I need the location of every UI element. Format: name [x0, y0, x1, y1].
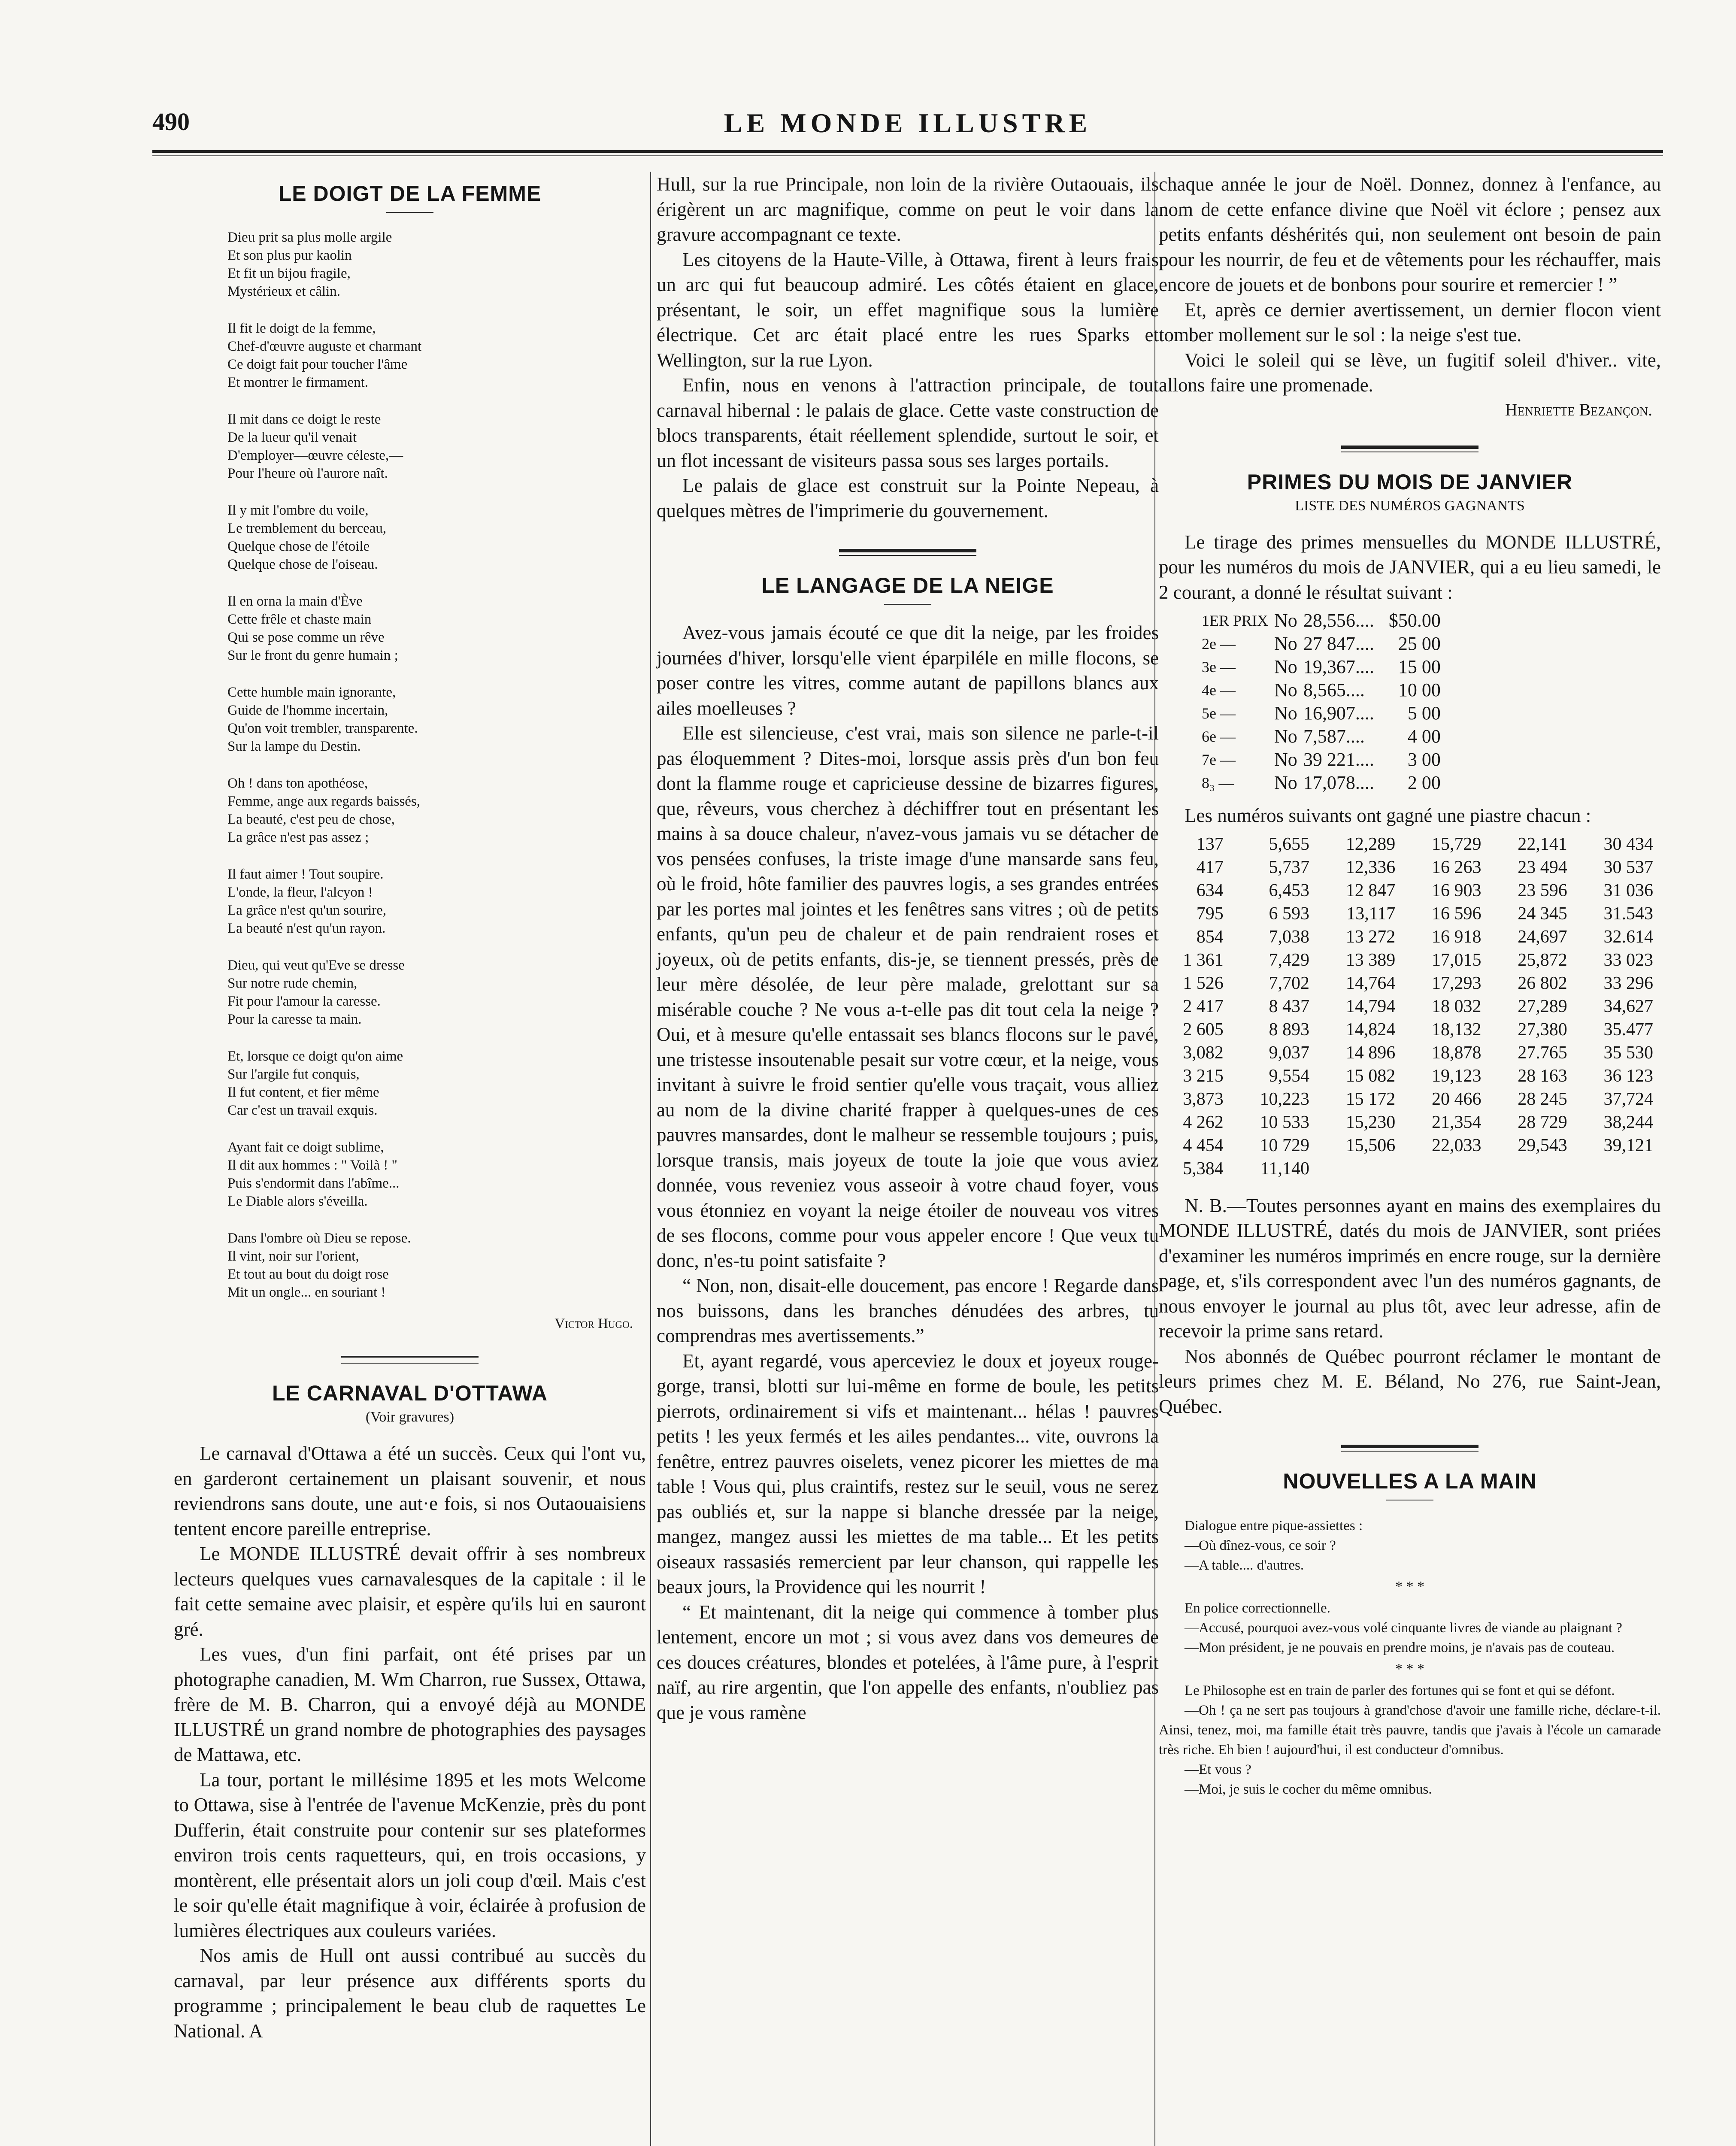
poem-line: Quelque chose de l'oiseau.: [227, 557, 378, 572]
column-right: [1159, 172, 1661, 1799]
prize-amount: 2 00: [1407, 772, 1441, 793]
carnaval-paragraph: Les citoyens de la Haute-Ville, à Ottawa, firent à leurs frais un arc qui fut beaucoup admiré. Les côtés étaient en glace, présentant, le soir, un effet magnifique sous la lumière électrique. Cet arc était placé entre les rues Sparks et Wellington, sur la rue Lyon.: [657, 249, 1159, 371]
winning-number: 24 345: [1518, 903, 1567, 924]
page-header: [152, 107, 1663, 142]
prize-no: No: [1274, 633, 1297, 654]
poem-line: Il vint, noir sur l'orient,: [227, 1249, 359, 1264]
poem-line: Qui se pose comme un rêve: [227, 630, 385, 645]
winning-number: 4 454: [1183, 1135, 1224, 1155]
numbers-row: [1159, 972, 1661, 995]
poem-line: Le Diable alors s'éveilla.: [227, 1194, 368, 1209]
numbers-row: [1159, 1134, 1661, 1157]
winning-number: 5,384: [1183, 1158, 1224, 1179]
page-number: 490: [152, 108, 190, 136]
winning-number: 9,554: [1269, 1066, 1309, 1086]
header-rule: [152, 150, 1663, 153]
winning-number: [1575, 1157, 1661, 1180]
prize-row: [1202, 632, 1447, 655]
poem-line: Il fut content, et fier même: [227, 1085, 379, 1100]
numbers-row: [1159, 1157, 1661, 1180]
winning-number: 33 023: [1603, 950, 1653, 970]
prize-number: 7,587....: [1303, 726, 1365, 747]
winning-number: 25,872: [1518, 950, 1567, 970]
prize-number: 17,078....: [1303, 772, 1374, 793]
poem-line: Et, lorsque ce doigt qu'on aime: [227, 1049, 403, 1064]
poem-line: Il mit dans ce doigt le reste: [227, 412, 381, 427]
poem-body: [174, 228, 646, 1301]
winning-number: 20 466: [1432, 1089, 1482, 1109]
section-separator: [1341, 446, 1478, 452]
prize-amount: 3 00: [1407, 749, 1441, 770]
winning-number: 5,655: [1269, 834, 1309, 854]
poem-line: Et tout au bout du doigt rose: [227, 1267, 389, 1282]
winning-number: 7,702: [1269, 973, 1309, 993]
winning-number: 14,824: [1345, 1019, 1396, 1040]
poem-stanza: [227, 774, 646, 846]
winning-number: 417: [1196, 857, 1224, 877]
winning-number: 7,429: [1269, 950, 1309, 970]
winning-number: 31 036: [1603, 880, 1653, 900]
nouvelles-line: Le Philosophe est en train de parler des fortunes qui se font et qui se défont.: [1185, 1683, 1615, 1698]
numbers-row: [1159, 949, 1661, 972]
poem-line: Mystérieux et câlin.: [227, 284, 341, 299]
prize-row: [1202, 771, 1447, 794]
poem-line: Fit pour l'amour la caresse.: [227, 994, 381, 1009]
poem-line: Dieu, qui veut qu'Eve se dresse: [227, 958, 405, 973]
poem-line: Sur le front du genre humain ;: [227, 648, 398, 663]
winning-number: 14 896: [1345, 1043, 1396, 1063]
numbers-row: [1159, 995, 1661, 1018]
poem-stanza: [227, 1047, 646, 1119]
neige-paragraph: Et, ayant regardé, vous aperceviez le doux et joyeux rouge-gorge, transi, blotti sur lui-même en forme de boule, les petits pierrots, ordinairement si vifs et maintenant... hélas ! pauvres petits ! les yeux fermés et les ailes pendantes... vite, ouvrons la fenêtre, entrez pauvres oiselets, venez picorer les miettes de ma table ! Vous qui, plus craintifs, restez sur le seuil, vous ne serez pas oubliés et, sur la nappe si blanche dressée par la neige, mangez, mangez aussi les miettes de ma table... Et les petits oiseaux rassasiés remercient par leur chanson, qui rappelle les beaux jours, la Providence qui les nourrit !: [657, 1350, 1159, 1597]
neige-paragraph: Avez-vous jamais écouté ce que dit la neige, par les froides journées d'hiver, lorsqu'elle vient éparpiléle en mille flocons, se poser contre les vitres, comme autant de papillons blancs aux ailes moelleuses ?: [657, 622, 1159, 719]
prize-row: [1202, 679, 1447, 702]
nouvelles-line: —A table.... d'autres.: [1185, 1558, 1304, 1573]
prize-number: 28,556....: [1303, 610, 1374, 631]
numbers-row: [1159, 925, 1661, 949]
winning-number: 21,354: [1432, 1112, 1482, 1132]
poem-line: Qu'on voit trembler, transparente.: [227, 721, 418, 736]
poem-line: Dans l'ombre où Dieu se repose.: [227, 1231, 411, 1246]
winning-number: 8 437: [1269, 996, 1309, 1016]
poem-line: Ayant fait ce doigt sublime,: [227, 1140, 384, 1155]
winning-number: 7,038: [1269, 927, 1309, 947]
prize-number: 39 221....: [1303, 749, 1374, 770]
prize-number: 27 847....: [1303, 633, 1374, 654]
prize-no: No: [1274, 749, 1297, 770]
winning-number: 18,878: [1432, 1043, 1482, 1063]
winning-number: 37,724: [1603, 1089, 1653, 1109]
nouvelles-line: —Moi, je suis le cocher du même omnibus.: [1185, 1782, 1432, 1797]
winning-number: 137: [1196, 834, 1224, 854]
winning-number: 15,506: [1345, 1135, 1396, 1155]
asterism: * * *: [1395, 1579, 1424, 1594]
prize-no: No: [1274, 703, 1297, 724]
winning-number: 14,764: [1345, 973, 1396, 993]
column-divider: [650, 172, 651, 2146]
numbers-row: [1159, 1088, 1661, 1111]
winning-number: 35 530: [1603, 1043, 1653, 1063]
poem-line: La beauté n'est qu'un rayon.: [227, 921, 386, 936]
poem-line: Il faut aimer ! Tout soupire.: [227, 867, 384, 882]
winning-number: 3,873: [1183, 1089, 1224, 1109]
poem-stanza: [227, 683, 646, 755]
prize-no: No: [1274, 679, 1297, 700]
prize-amount: 15 00: [1398, 656, 1441, 677]
winning-number: 14,794: [1345, 996, 1396, 1016]
winning-number: 38,244: [1603, 1112, 1653, 1132]
winning-number: 6 593: [1269, 903, 1309, 924]
nouvelles-line: —Où dînez-vous, ce soir ?: [1185, 1538, 1336, 1553]
winning-number: 3,082: [1183, 1043, 1224, 1063]
numbers-row: [1159, 902, 1661, 925]
prize-amount: 4 00: [1407, 726, 1441, 747]
nouvelles-line: En police correctionnelle.: [1185, 1600, 1330, 1616]
winning-number: 2 605: [1183, 1019, 1224, 1040]
primes-subtitle: LISTE DES NUMÉROS GAGNANTS: [1295, 497, 1525, 514]
prize-no: No: [1274, 610, 1297, 631]
section-separator: [1341, 1445, 1478, 1452]
poem-author: Victor Hugo.: [554, 1316, 633, 1331]
winning-number: 15 172: [1345, 1089, 1396, 1109]
winning-number: 795: [1196, 903, 1224, 924]
winning-number: 26 802: [1518, 973, 1567, 993]
asterism: * * *: [1395, 1661, 1424, 1677]
prize-rank: 5e —: [1202, 705, 1236, 722]
winning-number: [1403, 1157, 1489, 1180]
winning-number: 8 893: [1269, 1019, 1309, 1040]
primes-nb: N. B.—Toutes personnes ayant en mains des exemplaires du MONDE ILLUSTRÉ, datés du mois de JANVIER, sont priées d'examiner les numéros imprimés en encre rouge, sur la dernière page, et, s'ils correspondent avec l'un des numéros gagnants, de nous envoyer le journal au plus tôt, avec leur adresse, afin de recevoir la prime sans retard.: [1159, 1194, 1661, 1342]
winning-number: 30 434: [1603, 834, 1653, 854]
winning-number: 1 361: [1183, 950, 1224, 970]
prize-amount: 25 00: [1398, 633, 1441, 654]
prize-rank: 4e —: [1202, 682, 1236, 699]
numbers-row: [1159, 879, 1661, 902]
winning-number: 10 729: [1260, 1135, 1309, 1155]
neige-author: Henriette Bezançon.: [1505, 400, 1652, 419]
winning-number: 17,015: [1432, 950, 1482, 970]
winning-number: 34,627: [1603, 996, 1653, 1016]
carnaval-paragraph: Enfin, nous en venons à l'attraction principale, de tout carnaval hibernal : le palais de glace. Cette vaste construction de blocs transparents, était réellement splendide, surtout le soir, et un flot incessant de visiteurs passa sous ses larges portails.: [657, 374, 1159, 471]
poem-stanza: [227, 865, 646, 937]
neige-paragraph: Et, après ce dernier avertissement, un dernier flocon vient tomber mollement sur le sol : la neige s'est tue.: [1159, 299, 1661, 346]
prize-number: 16,907....: [1303, 703, 1374, 724]
prize-amount: 10 00: [1398, 679, 1441, 700]
prize-row: [1202, 725, 1447, 748]
poem-stanza: [227, 956, 646, 1028]
winning-number: 16 263: [1432, 857, 1482, 877]
poem-line: L'onde, la fleur, l'alcyon !: [227, 885, 373, 900]
column-left: [174, 172, 646, 2043]
nouvelles-line: —Accusé, pourquoi avez-vous volé cinquante livres de viande au plaignant ?: [1185, 1620, 1622, 1636]
header-rule-thin: [152, 155, 1663, 156]
poem-line: Femme, ange aux regards baissés,: [227, 794, 421, 809]
neige-paragraph: Elle est silencieuse, c'est vrai, mais son silence ne parle-t-il pas éloquemment ? Dites-moi, lorsque assis près d'un bon feu dont la flamme rouge et capricieuse dessine de bizarres figures, que, rêveurs, vous cherchez à déchiffrer tout en présentant les mains à sa douce chaleur, n'avez-vous jamais vu se détacher de vos pensées confuses, la triste image d'une mansarde sans feu, où le froid, hôte familier des pauvres logis, a ses grandes entrées par les portes mal jointes et les fenêtres sans vitres ; où de petits enfants, qu'un peu de chaleur et de pain rendraient roses et joyeux, où de petits enfants, dis-je, se tiennent pressés, près de leur mère désolée, de leur père malade, grelottant sur sa misérable couche ? Ne vous a-t-elle pas dit tout cela la neige ? Oui, et à mesure qu'elle entassait ses blancs flocons sur le pavé, une tristesse insoutenable pesait sur votre cœur, et la neige, vous invitant à suivre le froid sentier qu'elle vous traçait, vous alliez au nom de la divine charité frapper à quelques-unes de ces pauvres mansardes, dont le malheur se ressemble toujours ; puis, lorsque transis, mais joyeux de toute la joie que vous aviez donnée, vous reveniez vous asseoir à votre chaud foyer, vous vous étonniez en voyant la neige étoiler de nouveau vos vitres de ses flocons, comme pour vous appeler encore ! Que veux tu donc, n'es-tu point satisfaite ?: [657, 722, 1159, 1271]
carnaval-paragraph: Les vues, d'un fini parfait, ont été prises par un photographe canadien, M. Wm Charron, rue Sussex, Ottawa, frère de M. B. Charron, qui a envoyé déjà au MONDE ILLUSTRÉ un grand nombre de photographies des paysages de Mattawa, etc.: [174, 1643, 646, 1765]
poem-line: La beauté, c'est peu de chose,: [227, 812, 395, 827]
winning-number: 13 389: [1345, 950, 1396, 970]
primes-quebec: Nos abonnés de Québec pourront réclamer le montant de leurs primes chez M. E. Béland, No 276, rue Saint-Jean, Québec.: [1159, 1345, 1661, 1417]
winning-number: 12 847: [1345, 880, 1396, 900]
prize-amount: $50.00: [1388, 610, 1441, 631]
winning-number: 24,697: [1518, 927, 1567, 947]
winning-number: 16 596: [1432, 903, 1482, 924]
winning-number: 22,141: [1518, 834, 1567, 854]
prize-amount: 5 00: [1407, 703, 1441, 724]
poem-line: Guide de l'homme incertain,: [227, 703, 388, 718]
winning-number: 634: [1196, 880, 1224, 900]
poem-line: Cette frêle et chaste main: [227, 612, 372, 627]
neige-paragraph: “ Et maintenant, dit la neige qui commence à tomber plus lentement, encore un mot ; si vous avez dans vos demeures de ces douces créatures, blondes et potelées, à l'âme pure, à l'esprit naïf, au rire argentin, que l'on appelle des enfants, n'oubliez pas que je vous ramène: [657, 1601, 1159, 1723]
prize-number: 8,565....: [1303, 679, 1365, 700]
carnaval-title: LE CARNAVAL D'OTTAWA: [272, 1381, 548, 1405]
winning-number: 27.765: [1518, 1043, 1567, 1063]
winning-number: 31.543: [1603, 903, 1653, 924]
prize-number: 19,367....: [1303, 656, 1374, 677]
primes-title: PRIMES DU MOIS DE JANVIER: [1247, 470, 1573, 494]
carnaval-paragraph: Le palais de glace est construit sur la Pointe Nepeau, à quelques mètres de l'imprimerie du gouvernement.: [657, 475, 1159, 521]
poem-line: Il y mit l'ombre du voile,: [227, 503, 369, 518]
primes-intro: Le tirage des primes mensuelles du MONDE ILLUSTRÉ, pour les numéros du mois de JANVIER, qui a eu lieu samedi, le 2 courant, a donné le résultat suivant :: [1159, 531, 1661, 603]
winning-number: 28 729: [1518, 1112, 1567, 1132]
section-separator: [839, 549, 976, 556]
carnaval-paragraph: Hull, sur la rue Principale, non loin de la rivière Outaouais, ils érigèrent un arc magnifique, comme on peut le voir dans la gravure accompagnant ce texte.: [657, 173, 1159, 245]
poem-line: Ce doigt fait pour toucher l'âme: [227, 357, 408, 372]
poem-stanza: [227, 592, 646, 664]
prize-no: No: [1274, 726, 1297, 747]
winning-number: 9,037: [1269, 1043, 1309, 1063]
poem-line: Et son plus pur kaolin: [227, 248, 352, 263]
prize-rank: 1ER PRIX: [1202, 612, 1269, 629]
carnaval-paragraph: La tour, portant le millésime 1895 et les mots Welcome to Ottawa, sise à l'entrée de l'avenue McKenzie, près du pont Dufferin, était construite pour contenir sur ses plateformes environ trois cents raquetteurs, qui, en trois occasions, y montèrent, elle présentait alors un joli coup d'œil. Mais c'est le soir qu'elle était magnifique à voir, éclairée à profusion de lumières électriques aux couleurs variées.: [174, 1769, 646, 1941]
winning-number: 15,230: [1345, 1112, 1396, 1132]
prize-row: [1202, 609, 1447, 632]
poem-line: Car c'est un travail exquis.: [227, 1103, 378, 1118]
winning-number: 19,123: [1432, 1066, 1482, 1086]
winning-number: 15,729: [1432, 834, 1482, 854]
poem-line: Chef-d'œuvre auguste et charmant: [227, 339, 422, 354]
poem-line: Cette humble main ignorante,: [227, 685, 396, 700]
poem-stanza: [227, 319, 646, 391]
prize-row: [1202, 702, 1447, 725]
poem-line: De la lueur qu'il venait: [227, 430, 357, 445]
title-rule: [386, 212, 433, 213]
winning-number: 36 123: [1603, 1066, 1653, 1086]
nouvelles-title: NOUVELLES A LA MAIN: [1283, 1469, 1537, 1493]
winning-number: 6,453: [1269, 880, 1309, 900]
poem-line: Sur l'argile fut conquis,: [227, 1067, 360, 1082]
prize-row: [1202, 655, 1447, 679]
poem-line: Dieu prit sa plus molle argile: [227, 230, 392, 245]
winning-number: 16 918: [1432, 927, 1482, 947]
poem-line: Sur notre rude chemin,: [227, 976, 358, 991]
winning-number: 30 537: [1603, 857, 1653, 877]
poem-stanza: [227, 501, 646, 573]
winning-number: 22,033: [1432, 1135, 1482, 1155]
winning-number: 4 262: [1183, 1112, 1224, 1132]
poem-line: Le tremblement du berceau,: [227, 521, 387, 536]
poem-title: LE DOIGT DE LA FEMME: [278, 182, 542, 206]
carnaval-subtitle: (Voir gravures): [365, 1409, 454, 1425]
carnaval-paragraph: Le MONDE ILLUSTRÉ devait offrir à ses nombreux lecteurs quelques vues carnavalesques de la capitale : il le fait cette semaine avec plaisir, et espère qu'ils lui en sauront gré.: [174, 1543, 646, 1640]
winning-number: 27,380: [1518, 1019, 1567, 1040]
poem-line: Puis s'endormit dans l'abîme...: [227, 1176, 400, 1191]
winning-number: 28 163: [1518, 1066, 1567, 1086]
winning-number: 1 526: [1183, 973, 1224, 993]
winning-number: 15 082: [1345, 1066, 1396, 1086]
winning-number: 13,117: [1346, 903, 1396, 924]
poem-line: Sur la lampe du Destin.: [227, 739, 361, 754]
prize-row: [1202, 748, 1447, 771]
neige-paragraph: “ Non, non, disait-elle doucement, pas encore ! Regarde dans nos buissons, dans les branches dénudées des arbres, tu comprendras mes avertissements.”: [657, 1275, 1159, 1346]
winning-number: 854: [1196, 927, 1224, 947]
prize-rank: 8₃ —: [1202, 774, 1234, 791]
winning-number: 33 296: [1603, 973, 1653, 993]
winning-number: 18,132: [1432, 1019, 1482, 1040]
journal-title: LE MONDE ILLUSTRE: [724, 108, 1092, 138]
winning-number: 18 032: [1432, 996, 1482, 1016]
carnaval-paragraph: Le carnaval d'Ottawa a été un succès. Ceux qui l'ont vu, en garderont certainement un plaisant souvenir, et nous reviendrons sans doute, une aut·e fois, si nos Outaouaisiens tentent encore pareille entreprise.: [174, 1443, 646, 1540]
winning-number: 27,289: [1518, 996, 1567, 1016]
winning-number: 12,336: [1345, 857, 1396, 877]
poem-stanza: [227, 1138, 646, 1210]
prize-table: [1202, 609, 1447, 794]
poem-line: Il fit le doigt de la femme,: [227, 321, 376, 336]
prize-no: No: [1274, 772, 1297, 793]
nouvelles-line: —Mon président, je ne pouvais en prendre moins, je n'avais pas de couteau.: [1185, 1640, 1615, 1655]
prize-rank: 6e —: [1202, 728, 1236, 745]
winning-number: 32.614: [1603, 927, 1653, 947]
poem-line: La grâce n'est pas assez ;: [227, 830, 369, 845]
numbers-row: [1159, 1111, 1661, 1134]
poem-line: D'employer—œuvre céleste,—: [227, 448, 403, 463]
numbers-row: [1159, 1018, 1661, 1041]
winning-number: [1489, 1157, 1575, 1180]
numbers-row: [1159, 1041, 1661, 1064]
poem-line: Pour l'heure où l'aurore naît.: [227, 466, 388, 481]
winning-numbers-table: [1159, 833, 1661, 1180]
poem-stanza: [227, 410, 646, 482]
winning-number: 3 215: [1183, 1066, 1224, 1086]
column-middle: [657, 172, 1159, 1725]
poem-line: Il dit aux hommes : " Voilà ! ": [227, 1158, 398, 1173]
nouvelles-line: —Oh ! ça ne sert pas toujours à grand'chose d'avoir une famille riche, déclare-t-il. Ainsi, tenez, moi, ma famille était très pauvre, tandis que j'avais à l'école un camarade très riche. Eh bien ! aujourd'hui, il est conducteur d'omnibus.: [1159, 1703, 1661, 1758]
winning-number: 5,737: [1269, 857, 1309, 877]
section-separator: [341, 1356, 479, 1364]
winning-number: 12,289: [1345, 834, 1396, 854]
numbers-row: [1159, 856, 1661, 879]
poem-line: Quelque chose de l'étoile: [227, 539, 370, 554]
winning-number: 29,543: [1518, 1135, 1567, 1155]
poem-line: Oh ! dans ton apothéose,: [227, 776, 368, 791]
winning-number: 11,140: [1260, 1158, 1309, 1179]
prize-no: No: [1274, 656, 1297, 677]
poem-line: Et fit un bijou fragile,: [227, 266, 351, 281]
nouvelles-line: —Et vous ?: [1185, 1762, 1251, 1777]
prize-rank: 3e —: [1202, 658, 1236, 676]
carnaval-paragraph: Nos amis de Hull ont aussi contribué au succès du carnaval, par leur présence aux différents sports du programme ; principalement le beau club de raquettes Le National. A: [174, 1945, 646, 2042]
poem-stanza: [227, 228, 646, 300]
poem-line: La grâce n'est qu'un sourire,: [227, 903, 387, 918]
poem-line: Et montrer le firmament.: [227, 375, 369, 390]
winning-number: 23 494: [1518, 857, 1567, 877]
poem-line: Mit un ongle... en souriant !: [227, 1285, 386, 1300]
winning-number: 23 596: [1518, 880, 1567, 900]
winning-number: 17,293: [1432, 973, 1482, 993]
prize-rank: 2e —: [1202, 635, 1236, 652]
poem-line: Pour la caresse ta main.: [227, 1012, 362, 1027]
title-rule: [884, 604, 931, 605]
winning-number: 10,223: [1260, 1089, 1309, 1109]
winning-number: 13 272: [1345, 927, 1396, 947]
neige-title: LE LANGAGE DE LA NEIGE: [761, 573, 1054, 597]
prize-rank: 7e —: [1202, 751, 1236, 768]
winning-number: [1317, 1157, 1403, 1180]
winning-number: 2 417: [1183, 996, 1224, 1016]
winning-number: 16 903: [1432, 880, 1482, 900]
winning-number: 39,121: [1603, 1135, 1653, 1155]
piastre-intro: Les numéros suivants ont gagné une piastre chacun :: [1185, 805, 1591, 826]
winning-number: 28 245: [1518, 1089, 1567, 1109]
neige-paragraph: Voici le soleil qui se lève, un fugitif soleil d'hiver.. vite, allons faire une promenade.: [1159, 349, 1661, 396]
poem-line: Il en orna la main d'Ève: [227, 594, 363, 609]
neige-paragraph: chaque année le jour de Noël. Donnez, donnez à l'enfance, au nom de cette enfance divine que Noël vit éclore ; pensez aux petits enfants déshérités qui, non seulement ont besoin de pain pour les nourrir, de feu et de vêtements pour les réchauffer, mais encore de jouets et de bonbons pour sourire et remercier ! ”: [1159, 173, 1661, 295]
nouvelles-line: Dialogue entre pique-assiettes :: [1185, 1518, 1363, 1534]
poem-stanza: [227, 1229, 646, 1301]
numbers-row: [1159, 833, 1661, 856]
numbers-row: [1159, 1064, 1661, 1088]
winning-number: 35.477: [1603, 1019, 1653, 1040]
winning-number: 10 533: [1260, 1112, 1309, 1132]
